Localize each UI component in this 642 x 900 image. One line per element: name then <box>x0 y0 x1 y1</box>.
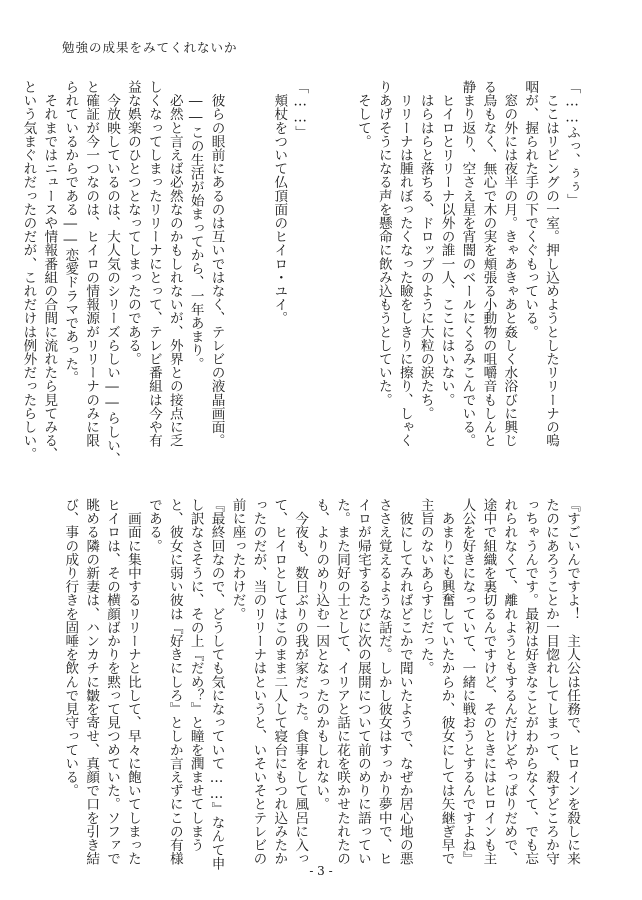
text-line: イロが帰宅するたびに次の展開について前のめりに語ってい <box>354 498 371 866</box>
text-line: る鳥もなく、無心で木の実を頬張る小動物の咀嚼音もしんと <box>480 80 497 448</box>
text-line: も、よりのめり込む一因となったのかもしれない。 <box>313 498 330 811</box>
text-line: 『すごいんですよ！ 主人公は任務で、ヒロインを殺しに来 <box>564 498 580 866</box>
text-line: 『最終回なので、どうしても気になっていて……』なんて申 <box>208 498 225 870</box>
text-line: そして。 <box>354 80 371 148</box>
text-line: 必然と言えば必然なのかもしれないが、外界との接点に乏 <box>166 80 183 448</box>
page-number: - 3 - <box>309 864 333 878</box>
text-line: て、ヒイロとしてはこのまま二人して寝台にもつれ込みたか <box>271 498 288 866</box>
text-line <box>310 80 331 440</box>
upper-text-block <box>18 80 582 466</box>
text-line: はらはらと落ちる、ドロップのように大粒の涙たち。 <box>417 80 434 420</box>
text-line: 「……」 <box>292 80 309 140</box>
text-line: あまりにも興奮していたからか、彼女にしては矢継ぎ早で <box>438 498 455 866</box>
text-line: 前に座ったわけだ。 <box>229 498 246 621</box>
text-line: 「……ふっ、ぅぅ」 <box>564 80 580 208</box>
text-line <box>331 80 352 440</box>
text-line: 咽が、握られた手の下でくぐもっている。 <box>522 80 539 339</box>
text-line: び、事の成り行きを固唾を飲んで見守っている。 <box>62 498 79 798</box>
text-line: という気まぐれだったのだが、これだけは例外だったらしい。 <box>20 80 37 461</box>
text-line: ヒイロは、その横顔ばかりを黙って見つめていた。ソファで <box>104 498 121 866</box>
text-line: ささえ覚えるような話だ。しかし彼女はすっかり夢中で、ヒ <box>375 498 392 866</box>
text-line: 彼らの眼前にあるのは互いではなく、テレビの液晶画面。 <box>208 80 225 448</box>
text-line: 今夜も、数日ぶりの我が家だった。食事をして風呂に入っ <box>292 498 309 866</box>
text-line: 益な娯楽のひとつとなってしまったのである。 <box>124 80 141 366</box>
running-header: 勉強の成果をみてくれないか <box>62 40 238 55</box>
text-line: ヒイロとリリーナ以外の誰一人、ここにはいない。 <box>438 80 455 407</box>
text-line: りあげそうになる声を懸命に飲み込もうとしていた。 <box>375 80 392 407</box>
text-line: ったのだが、当のリリーナはというと、いそいそとテレビの <box>250 498 267 866</box>
text-line: それまではニュースや情報番組の合間に流れたら見てみる、 <box>41 80 58 461</box>
text-line: 彼にしてみればどこかで聞いたようで、なぜか居心地の悪 <box>396 498 413 866</box>
text-line: である。 <box>145 498 162 553</box>
text-line: リリーナは腫れぼったくなった瞼をしきりに擦り、しゃく <box>396 80 413 448</box>
text-line: 頬杖をついて仏頂面のヒイロ・ユイ。 <box>271 80 288 325</box>
text-line: 静まり返り、空さえ星を宵闇のベールにくるみこんでいる。 <box>459 80 476 448</box>
text-line: ――この生活が始まってから、一年あまり。 <box>187 80 204 371</box>
text-line: っちゃうんです。最初は好きなことがわからなくて、でも忘 <box>522 498 539 866</box>
text-line: と、彼女に弱い彼は『好きにしろ』としか言えずにこの有様 <box>166 498 183 866</box>
lower-text-block <box>59 498 582 870</box>
text-line <box>227 80 248 440</box>
text-line: られているからである――恋愛ドラマであった。 <box>62 80 79 384</box>
text-line: 途中で組織を裏切るんですけど、そのときにはヒロインも主 <box>480 498 497 866</box>
text-line: たのにあろうことか一目惚れしてしまって、殺すどころか守 <box>543 498 560 866</box>
text-line: と確証が今一つなのは、ヒイロの情報源がリリーナのみに限 <box>83 80 100 448</box>
text-line: 画面に集中するリリーナと比して、早々に飽いてしまった <box>124 498 141 866</box>
text-line: 今放映しているのは、大人気のシリーズらしい――らしい、 <box>104 80 121 466</box>
text-line: ここはリビングの一室。押し込めようとしたリリーナの嗚 <box>543 80 560 448</box>
text-line <box>248 80 269 440</box>
text-line: 人公を好きになっていて、一緒に戦おうとするんですよね』 <box>459 498 476 866</box>
text-line: た。また同好の士として、イリアと話に花を咲かせたれたの <box>334 498 351 866</box>
text-line: 主旨のないあらすじだった。 <box>417 498 434 675</box>
text-line: れられなくて、離れようともするんだけどやっぱりだめで、 <box>501 498 518 866</box>
text-line: しくなってしまったリリーナにとって、テレビ番組は今や有 <box>145 80 162 448</box>
text-line: 窓の外には夜半の月。きゃあきゃあと姦しく水浴びに興じ <box>501 80 518 448</box>
text-line: 眺める隣の新妻は、ハンカチに皺を寄せ、真顔で口を引き結 <box>83 498 100 866</box>
text-line: し訳なさそうに、その上『だめ？』と瞳を潤ませてしまう <box>187 498 204 852</box>
